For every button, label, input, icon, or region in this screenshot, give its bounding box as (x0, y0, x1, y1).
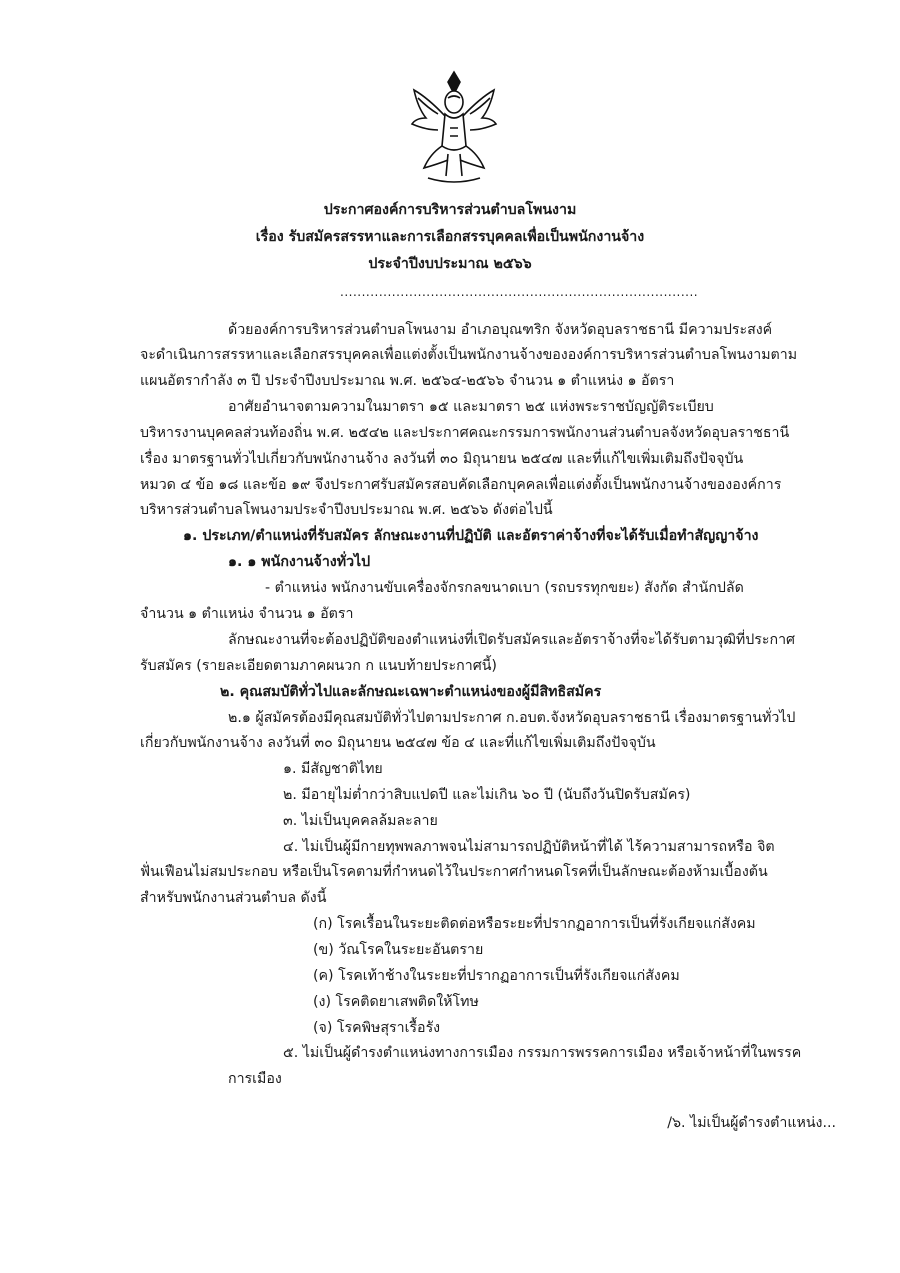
section1-heading: ๑. ประเภท/ตำแหน่งที่รับสมัคร ลักษณะงานที่ปฏิบัติ และอัตราค่าจ้างที่จะได้รับเมื่อทำสัญญาจ้าง (183, 528, 759, 544)
para1-line1: ด้วยองค์การบริหารส่วนตำบลโพนงาม อำเภอบุณฑริก จังหวัดอุบลราชธานี มีความประสงค์ (228, 322, 773, 338)
disease-e: (จ) โรคพิษสุราเรื้อรัง (313, 1020, 441, 1036)
section2-1-line1: ๒.๑ ผู้สมัครต้องมีคุณสมบัติทั่วไปตามประกาศ ก.อบต.จังหวัดอุบลราชธานี เรื่องมาตรฐานทั่วไป (228, 710, 796, 726)
announcement-subject: เรื่อง รับสมัครสรรหาและการเลือกสรรบุคคลเพื่อเป็นพนักงานจ้าง (255, 229, 645, 245)
disease-d: (ง) โรคติดยาเสพติดให้โทษ (313, 994, 479, 1010)
disease-b: (ข) วัณโรคในระยะอันตราย (313, 942, 484, 958)
qualification-5-line2: การเมือง (228, 1071, 282, 1087)
para2-line3: เรื่อง มาตรฐานทั่วไปเกี่ยวกับพนักงานจ้าง ลงวันที่ ๓๐ มิถุนายน ๒๕๔๗ และที่แก้ไขเพิ่มเติมถึงปัจจุบัน (140, 451, 744, 467)
qualification-4-line2: ฟั่นเฟือนไม่สมประกอบ หรือเป็นโรคตามที่กำหนดไว้ในประกาศกำหนดโรคที่เป็นลักษณะต้องห้ามเบื้องต้น (140, 864, 768, 880)
announcement-fiscal-year: ประจำปีงบประมาณ ๒๕๖๖ (368, 256, 532, 272)
disease-a: (ก) โรคเรื้อนในระยะติดต่อหรือระยะที่ปรากฏอาการเป็นที่รังเกียจแก่สังคม (313, 916, 756, 932)
continued-next-page: /๖. ไม่เป็นผู้ดำรงตำแหน่ง... (667, 1115, 836, 1131)
qualification-3: ๓. ไม่เป็นบุคคลล้มละลาย (283, 813, 438, 829)
separator-dots: ................................................................................... (340, 285, 699, 299)
section1-1-heading: ๑. ๑ พนักงานจ้างทั่วไป (228, 554, 371, 570)
disease-c: (ค) โรคเท้าช้างในระยะที่ปรากฏอาการเป็นที่รังเกียจแก่สังคม (313, 968, 680, 984)
announcement-title: ประกาศองค์การบริหารส่วนตำบลโพนงาม (323, 202, 577, 218)
para2-line1: อาศัยอำนาจตามความในมาตรา ๑๕ และมาตรา ๒๕ แห่งพระราชบัญญัติระเบียบ (228, 399, 714, 415)
job-description-line1: ลักษณะงานที่จะต้องปฏิบัติของตำแหน่งที่เปิดรับสมัครและอัตราจ้างที่จะได้รับตามวุฒิที่ประกาศ (228, 632, 796, 648)
qualification-1: ๑. มีสัญชาติไทย (283, 761, 383, 777)
qualification-2: ๒. มีอายุไม่ต่ำกว่าสิบแปดปี และไม่เกิน ๖๐ ปี (นับถึงวันปิดรับสมัคร) (283, 787, 691, 803)
section2-heading: ๒. คุณสมบัติทั่วไปและลักษณะเฉพาะตำแหน่งของผู้มีสิทธิสมัคร (220, 684, 602, 700)
para2-line4: หมวด ๔ ข้อ ๑๘ และข้อ ๑๙ จึงประกาศรับสมัครสอบคัดเลือกบุคคลเพื่อแต่งตั้งเป็นพนักงานจ้างขององค์การ (140, 477, 782, 493)
para1-line3: แผนอัตรากำลัง ๓ ปี ประจำปีงบประมาณ พ.ศ. ๒๕๖๔-๒๕๖๖ จำนวน ๑ ตำแหน่ง ๑ อัตรา (140, 373, 675, 389)
qualification-4-line3: สำหรับพนักงานส่วนตำบล ดังนี้ (140, 890, 327, 906)
section2-1-line2: เกี่ยวกับพนักงานจ้าง ลงวันที่ ๓๐ มิถุนายน ๒๕๔๗ ข้อ ๔ และที่แก้ไขเพิ่มเติมถึงปัจจุบัน (140, 735, 656, 751)
position-line2: จำนวน ๑ ตำแหน่ง จำนวน ๑ อัตรา (140, 606, 354, 622)
qualification-5-line1: ๕. ไม่เป็นผู้ดำรงตำแหน่งทางการเมือง กรรมการพรรคการเมือง หรือเจ้าหน้าที่ในพรรค (283, 1045, 802, 1061)
garuda-emblem-icon (408, 68, 500, 188)
para2-line5: บริหารส่วนตำบลโพนงามประจำปีงบประมาณ พ.ศ. ๒๕๖๖ ดังต่อไปนี้ (140, 502, 553, 518)
para1-line2: จะดำเนินการสรรหาและเลือกสรรบุคคลเพื่อแต่งตั้งเป็นพนักงานจ้างขององค์การบริหารส่วนตำบลโพนงามตาม (140, 347, 798, 363)
position-line1: - ตำแหน่ง พนักงานขับเครื่องจักรกลขนาดเบา (รถบรรทุกขยะ) สังกัด สำนักปลัด (265, 580, 744, 596)
para2-line2: บริหารงานบุคคลส่วนท้องถิ่น พ.ศ. ๒๕๔๒ และประกาศคณะกรรมการพนักงานส่วนตำบลจังหวัดอุบลราชธานี (140, 425, 790, 441)
qualification-4-line1: ๔. ไม่เป็นผู้มีกายทุพพลภาพจนไม่สามารถปฏิบัติหน้าที่ได้ ไร้ความสามารถหรือ จิต (283, 839, 775, 855)
job-description-line2: รับสมัคร (รายละเอียดตามภาคผนวก ก แนบท้ายประกาศนี้) (140, 658, 497, 674)
